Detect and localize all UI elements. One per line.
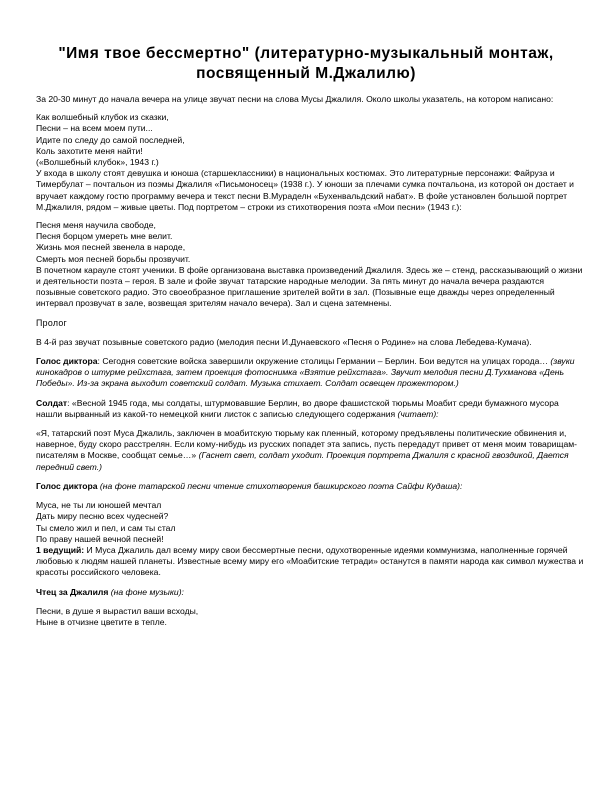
speaker-label: Голос диктора [36, 480, 98, 491]
stage-direction: (на фоне татарской песни чтение стихотворения башкирского поэта Сайфи Кудаша): [97, 480, 463, 491]
lead1-paragraph [36, 545, 584, 579]
stage-direction: (читает): [397, 408, 439, 419]
stage-direction: (Гаснет свет, солдат уходит. Проекция портрета Джалиля с красной гвоздикой, Дается передний свет.) [36, 450, 569, 472]
stage-direction: (звуки кинокадров о штурме рейхстага, затем проекция фотоснимка «Взятие рейхстага». Звучит мелодия песни Д.Тухманова «День Победы». Из-за экрана выходит советский солдат. Музыка стихает. Солдат освещен прожектором.) [36, 356, 575, 389]
announcer-paragraph-1 [36, 356, 584, 390]
poem-line: Песни – на всем моем пути... [36, 123, 153, 134]
speaker-label: Голос диктора [36, 356, 98, 367]
intro-paragraph: За 20-30 минут до начала вечера на улице звучат песни на слова Мусы Джалиля. Около школы указатель, на котором написано: [36, 94, 554, 104]
poem-line: Песни, в душе я вырастил ваши всходы, [36, 605, 199, 616]
poem-my-songs [36, 220, 584, 265]
document-body [36, 94, 584, 628]
poem-kudash [36, 500, 584, 545]
quote-text: «Я, татарский поэт Муса Джалиль, заключен в моабитскую тюрьму как пленный, которому предъявлены политические обвинения и, наверное, буду скоро расстрелян. Если кому-нибудь из русских попадет эта запись, пусть передадут привет от меня моим товарищам-писателям в Москве, сообщат семье…» [36, 428, 578, 461]
poem-line: По праву нашей вечной песней! [36, 533, 164, 544]
stage-direction: (на фоне музыки): [108, 586, 184, 597]
poem-line: Дать миру песню всех чудесней? [36, 511, 169, 522]
quote-paragraph [36, 428, 584, 473]
poem-final [36, 606, 584, 628]
speech-text: : «Весной 1945 года, мы солдаты, штурмовавшие Берлин, во дворе фашистской тюрьмы Моабит среди бумажного мусора нашли вырванный из какой-то немецкой книги листок с записью следующего содержания [36, 397, 559, 419]
entrance-paragraph: У входа в школу стоят девушка и юноша (старшеклассники) в национальных костюмах. Это литературные персонажи: Файруза и Тимербулат – почтальон из поэмы Джалиля «Письмоносец» (1938 г.). У юноши за плечами сумка почтальона, из которой он достает и вручает каждому гостю программу вечера и текст песни В.Мураделн «Бухенвальдский набат». В фойе установлен большой портрет М.Джалиля, рядом – живые цветы. Под портретом – строки из стихотворения поэта «Мои песни» (1943 г.): [36, 168, 574, 212]
prolog-heading: Пролог [36, 317, 68, 328]
poem-line: Как волшебный клубок из сказки, [36, 112, 169, 123]
soldier-paragraph [36, 398, 584, 420]
speaker-label: 1 ведущий: [36, 544, 85, 555]
speaker-label: Солдат [36, 397, 68, 408]
poem-line: Коль захотите меня найти! [36, 145, 143, 156]
poem-line: Смерть моя песней борьбы прозвучит. [36, 253, 191, 264]
poem-line: Идите по следу до самой последней, [36, 134, 185, 145]
speech-text: И Муса Джалиль дал всему миру свои бессмертные песни, одухотворенные идеями коммунизма, наполненные горячей любовью к людям нашей планеты. Известные всему миру его «Моабитские тетради» останутся в памяти народа как символ мужества и красоты российского человека. [36, 544, 584, 578]
speaker-label: Чтец за Джалиля [36, 586, 109, 597]
document-title: "Имя твое бессмертно" (литературно-музыкальный монтаж, посвященный М.Джалилю) [58, 45, 554, 82]
poem-line: Песня меня научила свободе, [36, 220, 156, 231]
radio-paragraph: В 4-й раз звучат позывные советского радио (мелодия песни И.Дунаевского «Песня о Родине» на слова Лебедева-Кумача). [36, 336, 532, 347]
honor-guard-paragraph: В почетном карауле стоят ученики. В фойе организована выставка произведений Джалиля. Здесь же – стенд, рассказывающий о жизни и деятельности поэта – героя. В зале и фойе звучат татарские народные мелодии. За пять минут до начала вечера раздаются позывные советского радио. Это своеобразное приглашение зрителей войти в зал. (Позывные еще дважды через определенный интервал прозвучат в зале, возвещая зрителям начало вечера). Зал и сцена затемнены. [36, 264, 583, 309]
poem-line: Муса, не ты ли юношей мечтал [36, 500, 162, 511]
poem-line: Жизнь моя песней звенела в народе, [36, 242, 186, 253]
poem-magic-ball [36, 112, 584, 168]
poem-line: Ныне в отчизне цветите в тепле. [36, 616, 167, 627]
poem-source: («Волшебный клубок», 1943 г.) [36, 157, 159, 168]
announcer-paragraph-2 [36, 481, 584, 492]
reader-paragraph [36, 587, 584, 598]
poem-line: Ты смело жил и пел, и сам ты стал [36, 522, 176, 533]
speech-text: : Сегодня советские войска завершили окружение столицы Германии – Берлин. Бои ведутся на улицах города… [97, 356, 551, 367]
poem-line: Песня борцом умереть мне велит. [36, 231, 173, 242]
